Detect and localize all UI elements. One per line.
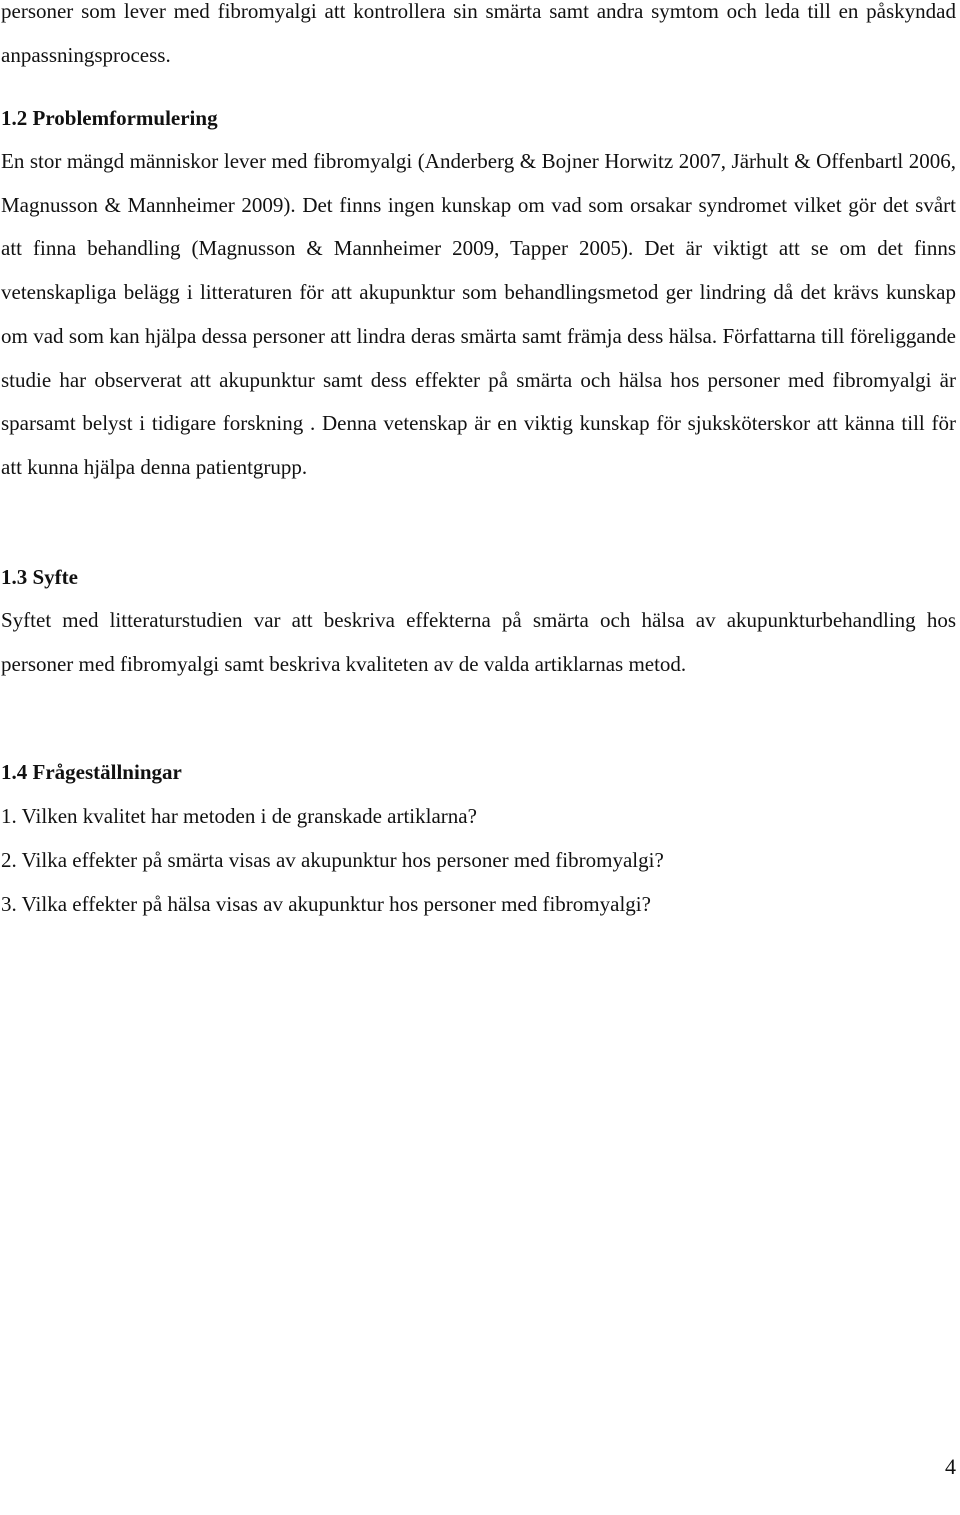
problem-heading: 1.2 Problemformulering [1,106,218,130]
question-item-3: 3. Vilka effekter på hälsa visas av akupunktur hos personer med fibromyalgi? [1,892,651,916]
intro-paragraph: personer som lever med fibromyalgi att kontrollera sin smärta samt andra symtom och leda till en påskyndad anpassningsprocess. [1,0,956,67]
aim-heading: 1.3 Syfte [1,565,78,589]
question-item-1: 1. Vilken kvalitet har metoden i de granskade artiklarna? [1,804,477,828]
question-item-2: 2. Vilka effekter på smärta visas av akupunktur hos personer med fibromyalgi? [1,848,664,872]
page-number: 4 [945,1454,956,1479]
aim-paragraph: Syftet med litteraturstudien var att beskriva effekterna på smärta och hälsa av akupunkturbehandling hos personer med fibromyalgi samt beskriva kvaliteten av de valda artiklarnas metod. [1,608,956,676]
problem-paragraph: En stor mängd människor lever med fibromyalgi (Anderberg & Bojner Horwitz 2007, Järhult & Offenbartl 2006, Magnusson & Mannheimer 2009). Det finns ingen kunskap om vad som orsakar syndromet vilket gör det svårt att finna behandling (Magnusson & Mannheimer 2009, Tapper 2005). Det är viktigt att se om det finns vetenskapliga belägg i litteraturen för att akupunktur som behandlingsmetod ger lindring då det krävs kunskap om vad som kan hjälpa dessa personer att lindra deras smärta samt främja dess hälsa. Författarna till föreliggande studie har observerat att akupunktur samt dess effekter på smärta och hälsa hos personer med fibromyalgi är sparsamt belyst i tidigare forskning . Denna vetenskap är en viktig kunskap för sjuksköterskor att känna till för att kunna hjälpa denna patientgrupp. [1,149,956,479]
questions-heading: 1.4 Frågeställningar [1,760,182,784]
